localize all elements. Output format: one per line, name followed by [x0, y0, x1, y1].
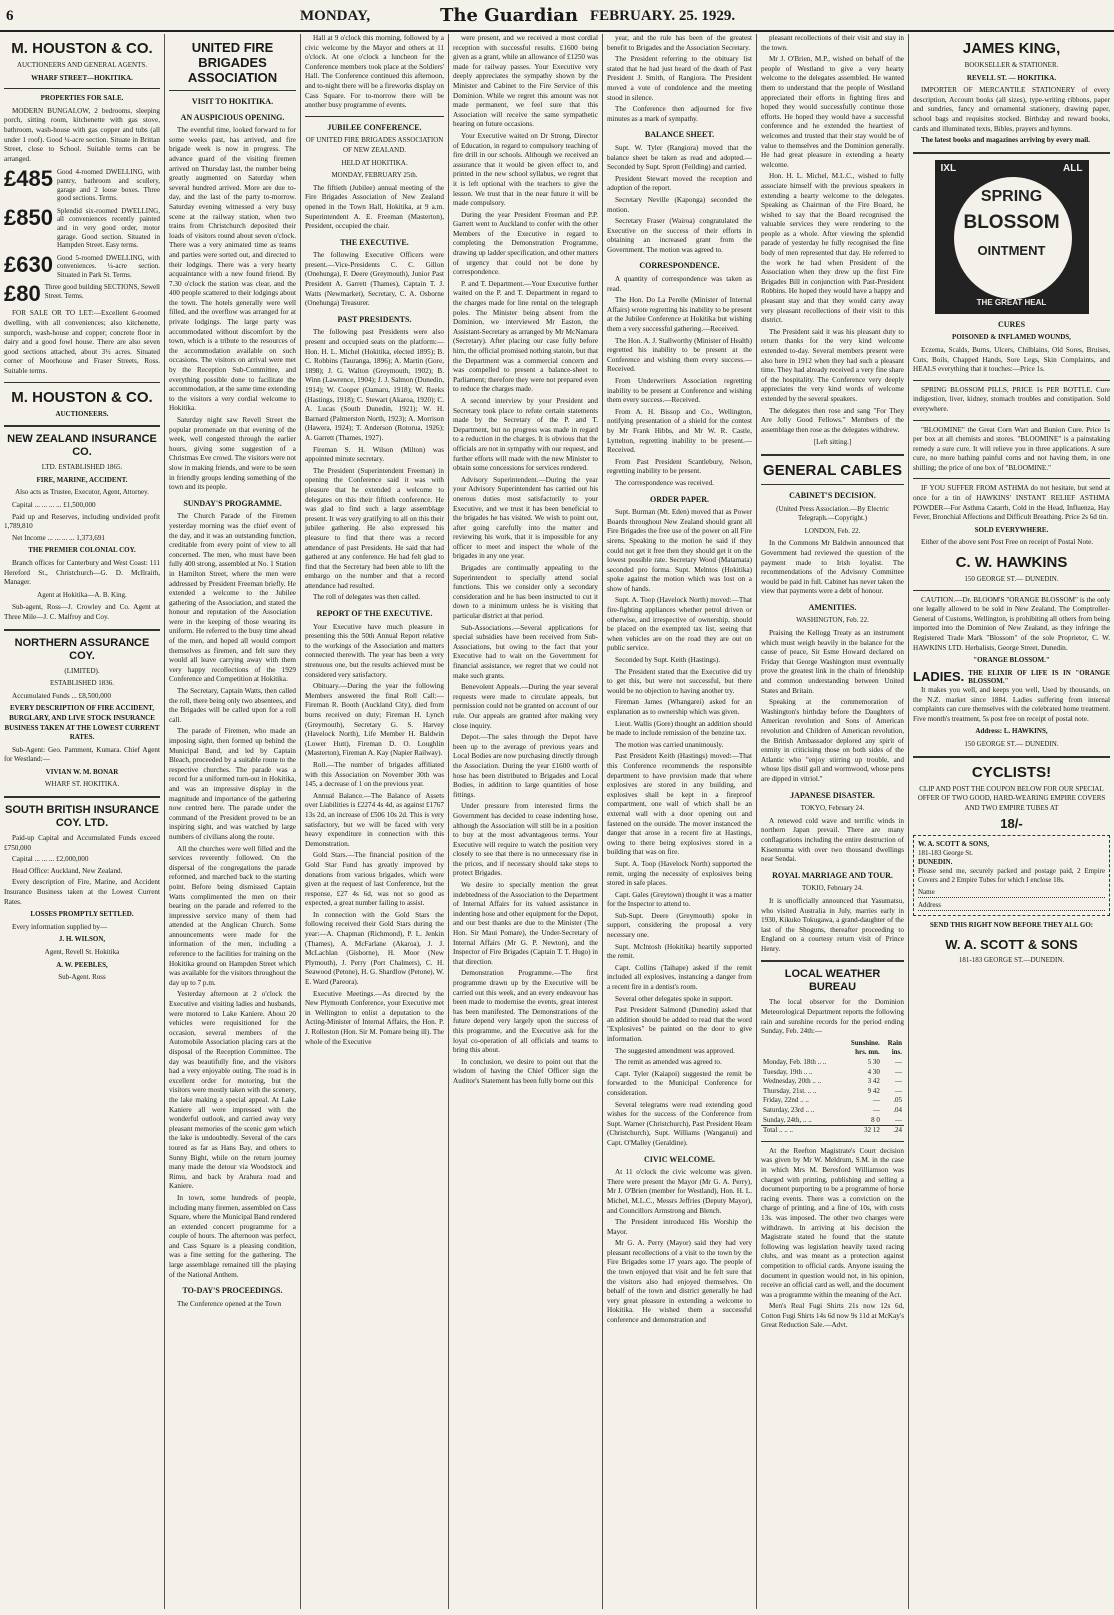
article-paragraph: A second interview by your President and Secretary took place to refute certain statements made by the Secretary of the P. and T. Department, but no progress was made in regard to a reduction in the charges. It is obvious that the officials are not in sympathy with our request, and further efforts will made with the new Minister to obtain some concessions for services rendered.: [453, 396, 598, 473]
article-subhead: ORDER PAPER.: [650, 494, 709, 504]
houston2-subtitle: AUCTIONEERS.: [55, 409, 109, 418]
nz-insurance-branch: Branch offices for Canterbury and West Coast: 111 Hereford St., Christchurch—G. D. McIlraith, Manager.: [4, 558, 160, 587]
article-subhead: SUNDAY'S PROGRAMME.: [183, 498, 282, 508]
table-cell: Sunshine.: [850, 1038, 880, 1047]
article-paragraph: In connection with the Gold Stars the following received their Gold Stars during the year:—A. Chapman (Richmond), P. L. Jenkin (Thames), A. McFarlane (Akaroa), J. J. McLachlan (Gisborne), H. Moor (New Plymouth), J. Perry (Port Chalmers), C. H. Seawood (Petone), H. G. Shardlow (Petone), W. E. Ward (Pareora).: [305, 910, 444, 987]
article-paragraph: The motion was carried unanimously.: [615, 740, 724, 749]
table-row: [761, 1096, 904, 1106]
coupon-text: Please send me, securely packed and postage paid, 2 Empire Covers and 2 Empire Tubes for which I enclose 18s.: [918, 867, 1105, 885]
bloomine-ad: "BLOOMINE" the Great Corn Wart and Bunion Cure. Price 1s per box at all chemists and stores. "BLOOMINE" is a painstaking remedy a sure cure. It will relieve you in three applications. A sure cure, no more bathing painful corns and not having them, in one shilling; the price of one box of "BLOOMINE.": [913, 425, 1110, 472]
article-subhead: PAST PRESIDENTS.: [337, 314, 412, 324]
article-paragraph: Demonstration Programme.—The first programme drawn up by the Executive will be carried out this week, and an every endeavour has been made to modernise the events, great interest has been manifested. The Demonstrations of the future depend very largely upon the success of this programme, and the Executive ask for the loyal co-operation of all officials and teams to bring this about.: [453, 969, 598, 1055]
logo-all: ALL: [1063, 162, 1083, 174]
blossom-pills: SPRING BLOSSOM PILLS, PRICE 1s PER BOTTLE. Cure indigestion, liver, kidney, stomach troubles and constipation. Sold everywhere.: [913, 385, 1110, 413]
nz-insurance-premier: THE PREMIER COLONIAL COY.: [28, 546, 136, 555]
article-paragraph: Secretary Fraser (Wairoa) congratulated the Executive on the success of their efforts in obtaining an increased grant from the Government. The motion was agreed to.: [607, 217, 752, 254]
article-paragraph: The parade of Firemen, who made an imposing sight, then formed up behind the Municipal Band, and led by Captain Bleach, proceeded by a suitable route to the respective churches. The parade was a record for a uniformed turn-out in Hokitika, and was an impressive display in the magnitude and importance of the gathering now centred here. The parade under the command of the President proved to be an inspiring sight, and was watched by large numbers of civilians along the route.: [169, 727, 296, 841]
article-paragraph: Hall at 9 o'clock this morning, followed by a civic welcome by the Mayor and others at 11 o'clock. At one o'clock a luncheon for the Conference members took place at the Soldiers' Hall. The Conference continued this afternoon, and to-night there will be a fireworks display on Cass Square. For to-morrow there will be another busy programme of events.: [305, 34, 444, 110]
coupon-name-field[interactable]: [918, 888, 1105, 898]
cyclists-title: CYCLISTS!: [971, 763, 1052, 781]
james-king-sub: BOOKSELLER & STATIONER.: [964, 61, 1059, 69]
article-paragraph: Annual Balance.—The Balance of Assets over Liabilities is £2274 4s 4d, as against £1767 13s 2d, an increase of £506 10s 2d. This is very satisfactory, but we will be faced with very heavy expenditure in connection with this Demonstration.: [305, 791, 444, 848]
article-paragraph: Praising the Kellogg Treaty as an instrument which must weigh heavily in the balance for the cause of peace, Sir Esme Howard declared on Friday that George Washington must eventually prove the greatest link in the chain of friendship and common understanding between United States and Britain.: [761, 629, 904, 695]
article-paragraph: The local observer for the Dominion Meteorological Department reports the following rain and sunshine records for the period ending Sunday, Feb. 24th:—: [761, 998, 904, 1036]
article-paragraph: were present, and we received a most cordial reception with successful results. £1600 being given as a grant, while an allowance of £1250 was made for railway passes. Your Executive very deeply appreciates the sympathy shown by the Minister and Cabinet to the Fire Service of this Dominion. While we regret this amount was not made permanent, we feel sure that this Association will receive the same sympathetic hearing on future occasions.: [453, 34, 598, 129]
article-paragraph: At the Reefton Magistrate's Court decision was given by Mr W. Meldrum, S.M. in the case in which Mrs M. Beresford Williamson was charged with printing, publishing and selling a document purporting to be a programme of horse racing events. There was a conviction on the charge of printing, and a fine of 10s, with costs 13s. was imposed. The other two charges were withdrawn. In arriving at his decision the Magistrate stated he found that the statute following was legislation heavily taxed racing clubs, and was meant as a protection against competition to official cards. Anyone issuing the document in question would not, in his opinion, receive an official card as well, and the document was a programme within the meaning of the Act.: [761, 1146, 904, 1299]
houston2-title: M. HOUSTON & CO.: [11, 388, 153, 406]
property-ad: [4, 168, 160, 202]
page-number: 6: [6, 8, 14, 24]
article-paragraph: During the year President Freeman and P.P. Garrett went to Auckland to confer with the other Members of the Executive in regard to completing the Demonstration Programme, drawing up ladder specification, and other matters of urgency that could not be done by correspondence.: [453, 210, 598, 277]
cyclists-offer: CLIP AND POST THE COUPON BELOW FOR OUR SPECIAL OFFER OF TWO GOOD, HARD-WEARING EMPIRE COVERS AND TWO EMPIRE TUBES AT: [917, 784, 1106, 812]
general-cables-title: GENERAL CABLES: [763, 461, 902, 479]
south-british-head: Head Office: Auckland, New Zealand.: [12, 866, 123, 875]
south-british-title: SOUTH BRITISH INSURANCE COY. LTD.: [4, 804, 159, 830]
table-cell: Saturday, 23rd .. ..: [763, 1106, 815, 1114]
poisoned-wounds: POISONED & INFLAMED WOUNDS,: [952, 333, 1071, 342]
table-cell: hrs. mn.: [855, 1048, 880, 1057]
article-paragraph: Saturday night saw Revell Street the popular promenade on that evening of the week, well congested through the earlier hours, giving some suggestion of a Christmas Eve crowd. The visitors were not slow in making friends, and were to be seen in friendly groups lending something of the town and its people.: [169, 416, 296, 492]
article-paragraph: Gold Stars.—The financial position of the Gold Star Fund has greatly improved by donations from various brigades, which were given at the request of last Conference, but the response, £27 4s 6d, was not so good as expected, a great number failing to assist.: [305, 851, 444, 908]
article-paragraph: The Hon. A. J. Stallworthy (Minister of Health) regretted his inability to be present at the Conference and wishing them every success.—Received.: [607, 336, 752, 374]
table-row: [761, 1087, 904, 1097]
article-paragraph: The following past Presidents were also present and occupied seats on the platform:—Hon. H. L. Michel (Hokitika, elected 1895); B. C. Robbins (Tauranga, 1896); A. Martin (Gore, 1898); J. G. Walton (Greymouth, 1902); B. Winn (Lawrence, 1904); J. J. Salmon (Dunedin, 1914); W. Cooper (Oamaru, 1918); W. Reeks (Hastings, 1918); C. Stewart (Akaroa, 1920); C. A. Lucas (South Dunedin, 1921); W. H. Barnard (Palmerston North, 1923); A. Morrison (Hawera, 1924); T. Anderson (Rotorua, 1926); A. Garrett (Thames, 1927).: [305, 328, 444, 442]
property-ad: [4, 283, 160, 305]
article-paragraph: Several other delegates spoke in support.: [615, 994, 733, 1003]
article-subhead: AN AUSPICIOUS OPENING.: [180, 112, 285, 122]
coupon-address-label: Address: [918, 901, 941, 910]
northern-title: NORTHERN ASSURANCE COY.: [14, 636, 150, 662]
masthead: [0, 0, 1114, 32]
logo-ixl: IXL: [940, 162, 957, 174]
article-paragraph: The suggested amendment was approved.: [615, 1046, 735, 1055]
article-paragraph: Mr J. O'Brien, M.P., wished on behalf of the people of Westland to give a very hearty welcome to the delegates assembled. He wanted them to understand that the people of Westland appreciated their efforts in fighting fires and hoped they would successfully continue those efforts. He hoped they would have a successful conference and he extended the heartiest of welcomes and trusted that their stay would be of value to themselves and the Dominion generally. He had great pleasure in extending a hearty welcome.: [761, 55, 904, 169]
table-cell: —: [872, 1096, 880, 1105]
south-british-losses: LOSSES PROMPTLY SETTLED.: [30, 910, 134, 919]
left-sitting: [Left sitting.]: [813, 438, 852, 447]
article-paragraph: Under pressure from interested firms the Government has decided to cease indenting hose, although the Association will still be in a position to buy at the most advantageous terms. Your Executive will require to watch the position very closely to see that there is no unnecessary rise in the prices, and if necessary should take steps to protect Brigades.: [453, 802, 598, 878]
article-paragraph: Past President Keith (Hastings) moved:—That this Conference recommends the responsible department to have provision made that where explosives are stored in any building, and explosives shall be kept in a fireproof compartment, one wall of which shall be an external wall with a door opening out and fastened on the outside. The mover instanced the danger that arose in a recent fire at Hastings, owing to there being explosives stored in a building that was on fire.: [607, 752, 752, 857]
article-paragraph: The roll of delegates was then called.: [313, 593, 421, 602]
logo-ointment: OINTMENT: [977, 242, 1046, 258]
article-paragraph: From A. H. Bissop and Co., Wellington, notifying presentation of a shield for the contest by Mr Frank Hibbs, and Mr W. R. Castle, Lyttelton, regretting inability to be present.—Received.: [607, 407, 752, 455]
logo-great-heal: THE GREAT HEAL: [976, 297, 1047, 307]
coupon-address-field[interactable]: [918, 901, 1105, 911]
nz-insurance-acts: Also acts as Trustee, Executor, Agent, Attorney.: [15, 488, 149, 497]
article-paragraph: The President said it was his pleasant duty to return thanks for the very kind welcome extended to-day. Several members present were also here in 1912 when they had such a pleasant time. They had already received a very fine share of the hospitality. The Conference very deeply appreciates the very kind words of welcome extended by the several speakers.: [761, 327, 904, 403]
article-paragraph: A renewed cold wave and terrific winds in northern Japan prevail. There are many conflagrations including the entire destruction of Kisennuma with over two thousand dwellings near Sendai.: [761, 816, 904, 864]
article-paragraph: Your Executive waited on Dr Strong, Director of Education, in regard to compulsory teaching of fire drill in our schools. Although we received an assurance that it would be given effect to, and printed in the new school syllabus, we regret that it is left optional with the teachers to give the lesson. We trust that in the near future it will be made compulsory.: [453, 131, 598, 208]
south-british-info: Every information supplied by—: [12, 922, 108, 931]
article-paragraph: Past President Salmond (Dunedin) asked that an addition should be added to read that the word "Explosives" be painted on the door to give information.: [607, 1006, 752, 1043]
article-subhead: CIVIC WELCOME.: [644, 1154, 715, 1164]
article-paragraph: Fireman S. H. Wilson (Milton) was appointed minute secretary.: [305, 445, 444, 464]
hawkins-title: C. W. HAWKINS: [955, 554, 1068, 572]
dateline: TOKIO, February 24.: [802, 884, 863, 893]
article-subhead: JAPANESE DISASTER.: [790, 790, 875, 800]
article-paragraph: We desire to specially mention the great indebtedness of the Association to the Department of Internal Affairs for its valued assistance in indenting hose and other equipment for the Depot, and our best thanks are due to the Minister (The Hon. Sir Maui Pomare), the Under-Secretary of Internal Affairs (Mr G. P. Newton), and the Inspector of Fire Brigades (Captain T. T. Hugo) in that direction.: [453, 881, 598, 966]
order-coupon[interactable]: [913, 835, 1110, 916]
article-paragraph: Several telegrams were read extending good wishes for the success of the Conference from Supt. Warner (Christchurch), Past President Heam (Christchurch), Supt. Williams (Wanganui) and Capt. O'Malley (Geraldine).: [607, 1100, 752, 1147]
table-cell: Wednesday, 20th .. ..: [763, 1077, 822, 1086]
james-king-importer: IMPORTER OF MERCANTILE STATIONERY of every description, Account books (all sizes), type-writing ribbons, paper and sundries, fancy and ornamental stationery, drawing paper, school bags and requisites stocked. Birthday and reward books, cards and illuminated texts, Bibles, prayers and hymns.: [913, 86, 1110, 133]
table-cell: Thursday, 21st. .. ..: [763, 1086, 817, 1095]
article-paragraph: Brigades are continually appealing to the Superintendent to specially attend social functions. This we consider only a secondary consideration and he has been instructed to cut it down to a minimum unless he is visiting that particular district at that period.: [453, 564, 598, 621]
article-paragraph: Speaking at the commemoration of Washington's birthday before the Daughters of American revolution and Sons of American revolution and Children of American revolution, the British Ambassador deplored any spirit of enmity in criticising those on both sides of the Atlantic who "enjoy stirring up trouble, and whose lips distil gall and wormwood, whose pens are dipped in vitriol.": [761, 698, 904, 783]
blossom-list: Eczema, Scalds, Burns, Ulcers, Chilblains, Old Sores, Bruises, Cuts, Boils, Chapped Hands, Sore Legs, Skin Complaints, and HEALS everything that it touches:—Price 1s.: [913, 345, 1110, 374]
nz-insurance-capital: Capital ... ... ... ... £1,500,000: [12, 501, 96, 509]
table-row: [761, 1068, 904, 1078]
nz-insurance-est: LTD. ESTABLISHED 1865.: [41, 463, 123, 472]
table-total-row: [761, 1126, 904, 1136]
houston-title: M. HOUSTON & CO.: [11, 40, 153, 57]
table-cell: Tuesday, 19th .. ..: [763, 1067, 813, 1076]
coupon-address: 181-183 George St.: [918, 849, 973, 858]
article-paragraph: Supt. A. Toop (Havelock North) moved:—That fire-fighting appliances whether petrol driven or otherwise, and irrespective of ownership, should be placed on the exempted tax list, seeing that when vehicles are on the road they are out on public service.: [607, 596, 752, 653]
article-paragraph: The President introduced His Worship the Mayor.: [607, 1218, 752, 1236]
caution-ad: CAUTION.—Dr. BLOOM'S "ORANGE BLOSSOM" is the only one legally allowed to be sold in New Zealand. The Comptroller-General of Customs, Wellington, is prohibiting all others from being imported into the Dominion of New Zealand, as they infringe the Registered Trade Mark "Blossom" of the sole Proprietor, C. W. HAWKINS LTD. Herbalists, George Street, Dunedin.: [913, 595, 1110, 652]
south-british-subagent-role: Sub-Agent. Ross: [58, 973, 106, 982]
table-row: [761, 1106, 904, 1116]
article-paragraph: pleasant recollections of their visit and stay in the town.: [761, 34, 904, 52]
property-modern-bungalow: MODERN BUNGALOW, 2 bedrooms, sleeping porch, sitting room, kitchenette with gas stove, bathroom, wash-house with gas copper and tubs (all under 1 roof). Good ¼-acre section. Situate in Brittan Street, close to School. Suitable terms can be arranged.: [4, 106, 160, 163]
scott-address: 181-183 GEORGE ST.—DUNEDIN.: [958, 955, 1065, 964]
article-subhead: HELD AT HOKITIKA.: [341, 158, 408, 167]
northern-address: WHARF ST. HOKITIKA.: [44, 780, 120, 789]
sold-everywhere: SOLD EVERYWHERE.: [974, 525, 1049, 534]
article-paragraph: At 11 o'clock the civic welcome was given. There were present the Mayor (Mr G. A. Perry), Mr J. O'Brien (member for Westland), Hon. H. L. Michel, M.L.C., Messrs Jeffries (Deputy Mayor), and Councillors Armstrong and Blench.: [607, 1168, 752, 1215]
james-king-title: JAMES KING,: [962, 40, 1061, 57]
table-cell: —: [895, 1086, 902, 1095]
article-paragraph: P. and T. Department.—Your Executive further waited on the P. and T. Department in regard to the charges made for line rental on the telegraph poles. The Minister being absent from the Dominion, we interviewed Mr Easton, the Assistant-Secretary as arranged by Mr McNamara (Secretary). After placing our case fully before him, the official promised nothing statoin, but that the Department was a commercial concern and was compelled to present a balance-sheet to Parliament; therefore they were not prepared even to reduce the charges made.: [453, 279, 598, 394]
south-british-description: Every description of Fire, Marine, and Accident Insurance Business taken at the Lowest Current Rates.: [4, 878, 160, 906]
table-cell: 4 30: [867, 1067, 880, 1076]
column-4-article: [449, 34, 602, 1609]
northern-description: EVERY DESCRIPTION OF FIRE ACCIDENT, BURGLARY, AND LIVE STOCK INSURANCE BUSINESS TAKEN AT THE LOWEST CURRENT RATES.: [4, 704, 160, 742]
article-subhead: BALANCE SHEET.: [644, 130, 715, 140]
article-subhead: CORRESPONDENCE.: [639, 261, 720, 271]
table-cell: .05: [893, 1096, 902, 1105]
property-ad: [4, 204, 160, 250]
article-subhead: ROYAL MARRIAGE AND TOUR.: [772, 870, 893, 880]
northern-ltd: (LIMITED).: [64, 666, 100, 675]
james-king-latest: The latest books and magazines arriving by every mail.: [921, 136, 1091, 145]
article-headline: UNITED FIRE BRIGADES ASSOCIATION: [187, 40, 278, 85]
table-cell: 5 30: [867, 1058, 880, 1067]
article-paragraph: Capt. Tyler (Kaiapoi) suggested the remit be forwarded to the Municipal Conference for consideration.: [607, 1069, 752, 1097]
article-paragraph: The remit as amended was agreed to.: [615, 1058, 722, 1067]
article-paragraph: The fiftieth (Jubilee) annual meeting of the Fire Brigades Association of New Zealand opened in the Town Hall, Hokitika, at 9 a.m. Superintendent A. E. Freeman (Masterton), President, occupied the chair.: [305, 183, 444, 231]
table-cell: 32 12: [842, 1126, 882, 1136]
property-price: £485: [4, 166, 53, 192]
masthead-day: MONDAY,: [300, 8, 371, 24]
nz-insurance-subagent: Sub-agent, Ross—J. Crowley and Co. Agent at Three Mile—J. C. Malfroy and Coy.: [4, 603, 160, 621]
table-cell: Rain: [887, 1038, 902, 1047]
scott-title: W. A. SCOTT & SONS: [945, 936, 1078, 952]
article-subhead: VISIT TO HOKITIKA.: [191, 97, 274, 106]
nz-insurance-type: FIRE, MARINE, ACCIDENT.: [36, 475, 128, 484]
table-cell: Monday, Feb. 18th .. ..: [763, 1058, 827, 1067]
south-british-subagent: A. W. PEEBLES,: [56, 960, 108, 969]
table-cell: 9 42: [867, 1086, 880, 1095]
spring-blossom-logo: [935, 160, 1089, 314]
table-cell: ins.: [891, 1048, 902, 1057]
table-cell: —: [895, 1115, 902, 1124]
table-row: [761, 1116, 904, 1126]
article-paragraph: President Stewart moved the reception and adoption of the report.: [607, 174, 752, 193]
ladies-address: Address: L. HAWKINS,: [975, 727, 1048, 736]
article-paragraph: Depot.—The sales through the Depot have been up to the average of previous years and Local Bodies are now purchasing directly through the Association. During the year £1600 worth of hose has been distributed to Brigades and Local Bodies, in addition to large quantities of hose fittings.: [453, 733, 598, 799]
ladies-ad: [913, 669, 1110, 686]
article-paragraph: Mr G. A. Perry (Mayor) said they had very pleasant recollections of a visit to the town by the Fire Brigades some 17 years ago. The people of the town enjoyed that visit and he felt sure that the visitors also had enjoyed themselves. On behalf of the town and district generally he had very great pleasure in extending a welcome to Hokitika. He wished them a successful conference and demonstration and: [607, 1239, 752, 1325]
ladies-title: LADIES.: [913, 668, 965, 684]
article-paragraph: The Conference opened at the Town: [177, 1299, 282, 1308]
ladies-text: It makes you well, and keeps you well, Used by thousands, on the N.Z. market since 1884. Ladies suffering from internal complaints can cure themselves with the celebrated home treatment. Five month's treatment, 5s post free on receipt of postal note.: [913, 685, 1110, 723]
article-paragraph: Lieut. Wallis (Gore) thought an addition should be made to include remission of the benzine tax.: [607, 719, 752, 738]
column-1-ads: [0, 34, 164, 1609]
article-paragraph: Men's Real Fugi Shirts 21s now 12s 6d, Cotton Fugi Shirts 14s 6d now 9s 11d at McKay's Great Reduction Sale.—Advt.: [761, 1302, 904, 1330]
cyclists-price: 18/-: [1000, 816, 1023, 832]
article-paragraph: The delegates then rose and sang "For They Are Jolly Good Fellows." Members of the assemblage then rose as the delegates withdrew.: [761, 406, 904, 434]
article-subhead: THE EXECUTIVE.: [340, 237, 409, 247]
ladies-headline: THE ELIXIR OF LIFE IS IN "ORANGE BLOSSOM.": [968, 668, 1110, 686]
south-british-paid: Paid-up Capital and Accumulated Funds exceed £750,000: [4, 834, 160, 852]
northern-subagent: Sub-Agent: Geo. Pamment, Kumara. Chief Agent for Westland:—: [4, 745, 160, 764]
northern-funds: Accumulated Funds ... £8,500,000: [12, 691, 112, 700]
table-units-row: [761, 1048, 904, 1058]
column-5-article: [603, 34, 756, 1609]
properties-title: PROPERTIES FOR SALE.: [40, 94, 124, 103]
table-cell: Sunday, 24th, .. ..: [763, 1115, 812, 1124]
property-description: Good 4-roomed DWELLING, with pantry, bathroom and scullery, garage and 2 loose boxes. Three good sections. Terms.: [56, 168, 160, 203]
article-paragraph: In conclusion, we desire to point out that the wisdom of having the Chief Officer sign the Auditor's Statement has been fully borne out this: [453, 1057, 598, 1085]
table-cell: —: [872, 1106, 880, 1114]
table-row: [761, 1058, 904, 1068]
nz-insurance-paid: Paid up and Reserves, including undivided profit 1,789,810: [4, 512, 160, 531]
article-paragraph: Obituary.—During the year the following Members answered the final Roll Call:—Fireman R. Booth (Auckland City), died from burns received on duty; Fireman H. Lynch (Greymouth), Secretary G. S. Harvey (Havelock North), Life Member H. Baldwin (Lower Hutt), Fireman D. O. Loughlin (Masterton), Fireman A. Kay (Napier Railway).: [305, 682, 444, 758]
article-paragraph: In the Commons Mr Baldwin announced that Government had reviewed the question of the payment made to Irish loyalist. The recommendations of the Advisory Committee would be paid in full. Cabinet has never taken the view that payments were a debt of honour.: [761, 539, 904, 596]
article-paragraph: Supt. W. Tyler (Rangiora) moved that the balance sheet be taken as read and adopted.—Seconded by Supt. Sprott (Feilding) and carried.: [607, 143, 752, 172]
table-cell: —: [895, 1077, 902, 1086]
article-paragraph: The Secretary, Captain Watts, then called the roll, there being only two absentees, and the Brigades will be called upon for a roll call.: [169, 687, 296, 724]
article-paragraph: From Underwriters Association regretting inability to be present at Conference and wishing them every success.—Received.: [607, 377, 752, 405]
article-paragraph: The President (Superintendent Freeman) in opening the Conference said it was with pleasure that he extended a welcome to delegates on this their fiftieth conference. He was glad to find such a large assemblage present. It was very gratifying to all on this their jubilee gathering. He also expressed his pleasure to find that there was a record attendance of past Presidents. He said that had gathered at any conference. He had felt glad to find that the Secretary had been able to lift the embargo on the number and that a record attendance had resulted.: [305, 466, 444, 590]
coupon-name-label: Name: [918, 888, 935, 897]
table-cell: 8 0: [871, 1115, 880, 1124]
article-paragraph: All the churches were well filled and the services reverently followed. On the dispersal of the congregations the parade reformed, and marched back to the starting point. Before being dismissed Captain Watts complimented the men on their bearing on the parade and referred to the impressive service many of them had attended at the Anglican Church. Some announcements were made for the information of the men, including a reference to the facilities for training on the Hokitika ground on Hampden Street which was available for the visitors throughout the day up to 7 p.m.: [169, 844, 296, 987]
article-subhead: REPORT OF THE EXECUTIVE.: [316, 609, 433, 619]
property-ad: [4, 251, 160, 280]
article-paragraph: Supt. A. Toop (Havelock North) supported the remit, urging the necessity of explosives being stored in safe places.: [607, 859, 752, 888]
table-cell: Total .. .. ..: [761, 1126, 842, 1136]
article-paragraph: The Conference then adjourned for five minutes as a mark of sympathy.: [607, 105, 752, 123]
article-paragraph: The Hon. Do La Perelle (Minister of Internal Affairs) wrote regretting his inability to be present at the Jubilee Conference at Hokitika but wishing them a very successful gathering.—Received.: [607, 296, 752, 334]
hawkins-address: 150 GEORGE ST.— DUNEDIN.: [964, 575, 1059, 584]
orange-blossom: "ORANGE BLOSSOM.": [973, 656, 1050, 665]
article-paragraph: Advisory Superintendent.—During the year your Advisory Superintendent has carried out his onerous duties most satisfactorily to your Executive, and we trust it has been beneficial to the brigades he has visited. We wish to point out, after going carefully into the matter and reviewing his work, that it is impossible for any officer to meet and inspect the whole of the brigades in any one year.: [453, 475, 598, 561]
for-sale-or-let: FOR SALE OR TO LET:—Excellent 6-roomed dwelling, with all conveniences; also kitchenette, sunporch, wash-house and copper; concrete floor in dairy and a good fowl house. There are also seven good sections attached, about 3½ acres. Situated corner of Moorhouse and Fraser Streets, Ross. Suitable terms.: [4, 309, 160, 376]
article-paragraph: In town, some hundreds of people, including many firemen, assembled on Cass Square, where the Municipal Band rendered an extended concert programme for a couple of hours. The afternoon was perfect, and Cass Square is a pleasing condition, was a fine setting for the gathering. The large assemblage remained till the playing of the National Anthem.: [169, 1193, 296, 1279]
article-paragraph: The President stated that the Executive did try to get this, but were not successful, but there would be no objection to having another try.: [607, 667, 752, 695]
article-paragraph: Sub-Associations.—Several applications for special subsidies have been received from Sub-Associations, but owing to the fact that your Executive had to wait on the Government for financial assistance, we regret that we could not make such grants.: [453, 623, 598, 680]
article-paragraph: Supt. McIntosh (Hokitika) heartily supported the remit.: [607, 942, 752, 961]
nz-insurance-agent: Agent at Hokitika—A. B. King.: [37, 590, 127, 599]
property-description: Splendid six-roomed DWELLING, all conveniences recently painted and in very good order, motor garage. Good section. Situated in Hampden Street. Easy terms.: [56, 206, 160, 250]
table-cell: Friday, 22nd .. ..: [763, 1096, 809, 1105]
article-paragraph: Secretary Neville (Kaponga) seconded the motion.: [607, 195, 752, 214]
column-7-ads: [909, 34, 1114, 1609]
south-british-capital: Capital ... ... ... £2,000,000: [12, 855, 89, 864]
post-free-note: Either of the above sent Post Free on receipt of Postal Note.: [921, 538, 1094, 547]
article-paragraph: Your Executive have much pleasure in presenting this the 50th Annual Report relative to the workings of the Association and matters connected therewith. The year has been a very strenuous one, but the results achieved must be considered very satisfactory.: [305, 622, 444, 679]
article-paragraph: Executive Meetings.—As directed by the New Plymouth Conference, your Executive met in Wellington to enlist a deputation to the Acting-Minister of Internal Affairs, the Hon. P. J. Rolleston (Hon. Sir M. Pomare being ill). The whole of the Executive: [305, 989, 444, 1046]
table-cell: .04: [893, 1106, 902, 1114]
asthma-ad: IF YOU SUFFER FROM ASTHMA do not hesitate, but send at once for a tin of HAWKINS' INSTANT RELIEF ASTHMA POWDER—For Asthma Catarrh, Cold in the Head, Influenza, Hay Fever, Bronchial Affections and Difficult Breathing. Price 2s 6d tin.: [913, 484, 1110, 522]
article-paragraph: The eventful time, looked forward to for some weeks past, has arrived, and fire brigade week is now in progress. The advance guard of the visiting firemen arrived on Thursday last, the number being greatly augmented on Saturday when several hundred arrived. More are due to-day, and the last of the party to-morrow. Saturday evening witnessed a very busy scene at the railway station, when two trains from Christchurch deposited their loads of visitors round about seven o'clock. There was a very animated time as teams and parties were sorted out, and directed to their lodgings. There was a very hearty acquaintance with a new found friend. By 7.30 o'clock the station was clear, and the 400 people scattered to their lodgings about the town. The hotels generally were well filled, and the overflow was arranged for at private lodgings. The large party was accommodated without discomfort by the town, which is a tribute to the resources of the accommodation available on such occasions. The visitors on arrival were met by the Reception Sub-Committee, and everything possible done to facilitate the accommodation, at the same time extending to the visitors a very cordial welcome to Hokitika.: [169, 126, 296, 413]
column-3-article: [301, 34, 448, 1609]
houston-subtitle: AUCTIONEERS AND GENERAL AGENTS.: [16, 61, 148, 69]
article-subhead: MONDAY, FEBRUARY 25th.: [331, 171, 418, 180]
article-paragraph: The following Executive Officers were present.—Vice-Presidents C. C. Gillon (Onehunga), F. Deere (Greymouth), Junior Past President A. Garrett (Thames), Captain T. J. Watts (Newmarket), Secretary, C. A. Osborne (Onehunga) Treasurer.: [305, 251, 444, 308]
article-subhead: OF UNITED FIRE BRIGADES ASSOCIATION OF NEW ZEALAND.: [305, 136, 444, 154]
article-paragraph: Yesterday afternoon at 2 o'clock the Executive and visiting ladies and husbands, were motored to Lake Kaniere. About 20 vehicles were requisitioned for the occasion, several members of the Automobile Association placing cars at the disposal of the Reception Committee. The day was beautifully fine, and the visitors had a very enjoyable outing. The road is in excellent order for motoring, but the visitors were mostly taken with the scenery, the lake making a special appeal. At Lake Kaniere all were impressed with the wonderful outlook, and carried away very pleasant memories of the scenic gem which the lake is undoubtedly. Several of the cars toured as far as Hans Bay, and others to Sunny Bight, while on the return journey many made the detour via Woodstock and Rimu, and back by Arahura road and Kaniere.: [169, 990, 296, 1191]
article-paragraph: Capt. Collins (Taihape) asked if the remit included all explosives, instancing a danger from a recent fire in a dentist's room.: [607, 963, 752, 992]
article-paragraph: The President referring to the obituary list stated that he had just heard of the death of Past President J. Smith, of Rangiora. The President moved a vote of condolence and the meeting stood in silence.: [607, 55, 752, 102]
article-paragraph: A quantity of correspondence was taken as read.: [607, 275, 752, 293]
table-cell: [761, 1039, 842, 1049]
property-price: £630: [4, 251, 53, 277]
james-king-address: REVELL ST. — HOKITIKA.: [966, 73, 1057, 82]
property-price: £80: [4, 281, 41, 307]
cures-heading: CURES: [997, 319, 1026, 329]
property-description: Three good building SECTIONS, Sewell Street. Terms.: [44, 283, 160, 301]
coupon-company: W. A. SCOTT & SONS,: [918, 840, 989, 849]
south-british-agent-address: Agent, Revell St. Hokitika: [44, 948, 120, 956]
table-cell: —: [895, 1067, 902, 1076]
northern-established: ESTABLISHED 1836.: [50, 679, 114, 688]
property-description: Good 5-roomed DWELLING, with conveniences. ¼-acre section. Situated in Park St. Terms.: [56, 253, 160, 279]
article-paragraph: Fireman James (Whangarei) asked for an explanation as to ownership which was given.: [607, 698, 752, 716]
south-british-agent: J. H. WILSON,: [58, 935, 106, 944]
logo-spring: SPRING: [980, 187, 1043, 205]
article-paragraph: The Church Parade of the Firemen yesterday morning was the chief event of the day, and it was an outstanding function, creditable from every point of view to all concerned. The men, who must have been fully 400 strong, assembled at No. 1 Station in Hamilton Street, where the men were addressed by President Freeman briefly. He extended a welcome to the Jubilee gathering of the Association, and stated the honour and reputation of the Association were in the keeping of those wearing its uniform. He referred to the busy time ahead of the men, and hoped all would comport themselves as firemen, and felt sure they would all leave carrying away with them very happy recollections of the 1929 Conference and Competition at Hokitika.: [169, 512, 296, 684]
ladies-address-2: 150 GEORGE ST.— DUNEDIN.: [964, 739, 1059, 748]
article-paragraph: Roll.—The number of brigades affiliated with this Association on November 30th was 145, a decrease of 1 on the previous year.: [305, 760, 444, 789]
article-paragraph: Seconded by Supt. Keith (Hastings).: [615, 656, 721, 665]
article-paragraph: Capt. Gales (Greytown) thought it was a matter for the Inspector to attend to.: [607, 890, 752, 909]
article-paragraph: Benevolent Appeals.—During the year several requests were made to circulate appeals, but permission could not be granted on account of our rule. Our appeals are granted after making very close inquiry.: [453, 683, 598, 730]
send-now: SEND THIS RIGHT NOW BEFORE THEY ALL GO:: [929, 921, 1094, 930]
houston-address: WHARF STREET—HOKITIKA.: [31, 73, 133, 82]
article-paragraph: Sub-Supt. Deere (Greymouth) spoke in support, considering the proposal a very necessary one.: [607, 911, 752, 940]
article-subhead: CABINET'S DECISION.: [789, 490, 876, 500]
logo-blossom: BLOSSOM: [963, 211, 1060, 233]
table-cell: [761, 1048, 842, 1058]
article-subhead: AMENITIES.: [808, 602, 857, 612]
dateline: WASHINGTON, Feb. 22.: [796, 616, 869, 625]
table-cell: .24: [882, 1126, 904, 1136]
article-paragraph: Supt. Burman (Mt. Eden) moved that as Power Boards throughout New Zealand should grant all Fire Brigades the free use of the power on all Fire sirens. Speaking to the motion he said if they could not get it free then they should get it on the lowest possible rate. Secretary Wood (Matamata) seconded pro forma. Supt. Melntos (Hokitika) spoke against the motion which was lost on a show of hands.: [607, 508, 752, 593]
newspaper-title: The Guardian: [440, 5, 578, 26]
article-paragraph: The correspondence was received.: [615, 478, 714, 487]
sunshine-table: [761, 1039, 904, 1136]
dateline: LONDON, Feb. 22.: [804, 526, 861, 535]
table-row: [761, 1077, 904, 1087]
nz-insurance-title: NEW ZEALAND INSURANCE CO.: [7, 433, 157, 459]
article-subhead: JUBILEE CONFERENCE.: [327, 122, 422, 132]
column-2-article: [165, 34, 300, 1609]
property-price: £850: [4, 204, 53, 230]
table-cell: —: [895, 1058, 902, 1067]
article-subhead: TO-DAY'S PROCEEDINGS.: [182, 1286, 283, 1296]
table-header-row: [761, 1039, 904, 1049]
article-paragraph: It is unofficially announced that Yasumatsu, who visited Australia in July, marries early in 1930, Kikuko Tokugawa, a grand-daughter of the last of the Shoguns, thereafter proceeding to England on a courtesy return visit of Prince Henry.: [761, 896, 904, 953]
dateline: TOKYO, February 24.: [800, 804, 865, 813]
nz-insurance-net: Net Income ... ... ... ... 1,373,691: [12, 533, 106, 542]
coupon-city: DUNEDIN.: [918, 858, 953, 867]
masthead-date: FEBRUARY. 25. 1929.: [590, 8, 736, 24]
article-paragraph: year, and the rule has been of the greatest benefit to Brigades and the Association Secretary.: [607, 34, 752, 52]
table-cell: 3 42: [867, 1077, 880, 1086]
article-paragraph: From Past President Scantlebury, Nelson, regretting inability to be present.: [607, 457, 752, 476]
article-paragraph: Hon. H. L. Michel, M.L.C., wished to fully associate himself with the previous speakers in extending a hearty welcome to the delegates. Speaking as Chairman of the Fire Board, he wished to say that the Board recognised the valuable services they were rendering to the people as a whole. After viewing the splendid parade of yesterday he fully recognised the fine body of men represented that day. He referred to the work he had when President of the Association when they drew up the first Fire Brigades Bill in conjunction with Past-President Robbins. He hoped they would have a happy and pleasant stay and that they would carry away very pleasant recollections of their visit to this district.: [761, 172, 904, 325]
column-6-article: [757, 34, 908, 1609]
northern-agent: VIVIAN W. M. BONAR: [45, 767, 119, 776]
weather-title: LOCAL WEATHER BUREAU: [784, 968, 881, 994]
press-association: (United Press Association.—By Electric Telegraph.—Copyright.): [776, 504, 889, 523]
